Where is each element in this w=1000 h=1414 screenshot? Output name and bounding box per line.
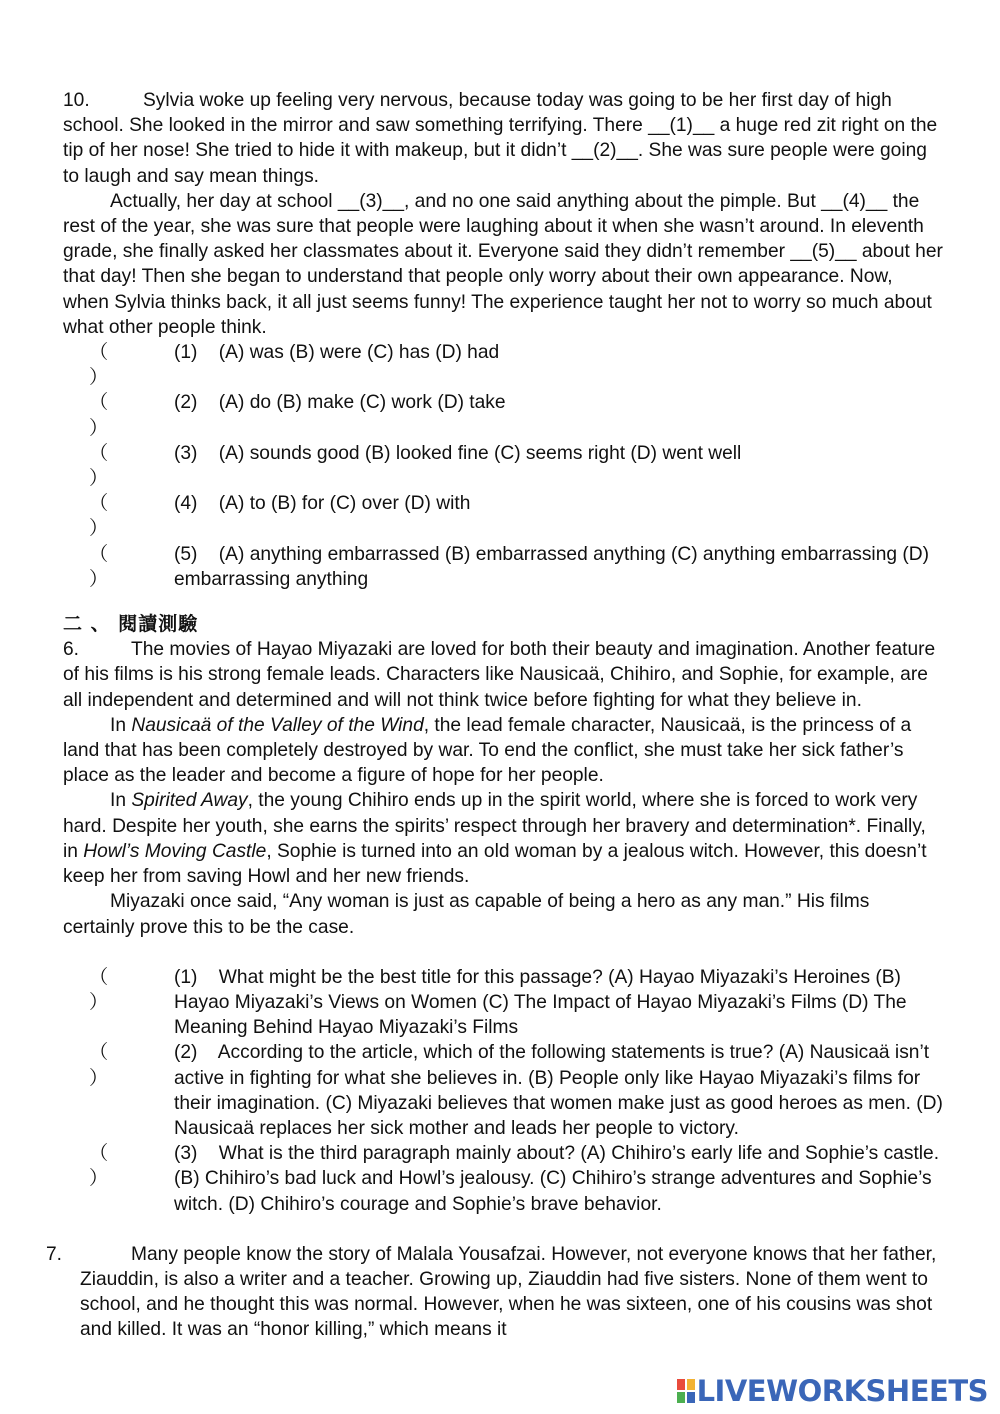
answer-bracket[interactable]: （） (89, 442, 109, 490)
passage-number: 7. (46, 1243, 63, 1265)
question-row (89, 441, 943, 491)
logo-square-blue (687, 1392, 695, 1403)
section-heading: 二 、 閱讀測驗 (63, 613, 199, 636)
question-number: (1) (174, 342, 198, 364)
question-text: What might be the best title for this passage? (A) Hayao Miyazaki’s Heroines (B) Hayao Miyazaki’s Views on Women (C) The Impact of Hayao Miyazaki’s Films (D) The Meaning Behind Hayao Miyazaki’s Films (174, 966, 907, 1039)
question-number: (2) (174, 392, 198, 414)
answer-bracket[interactable]: （） (89, 1042, 109, 1089)
question-row (89, 390, 943, 440)
passage-6-paragraph-4: Miyazaki once said, “Any woman is just as capable of being a hero as any man.” His films certainly prove this to be the case. (63, 891, 870, 938)
question-row (89, 542, 943, 592)
film-title: Howl’s Moving Castle (83, 840, 267, 862)
passage-6-paragraph-2: In Nausicaä of the Valley of the Wind, the lead female character, Nausicaä, is the princess of a land that has been completely destroyed by war. To end the conflict, she must take her sick father’s place as the leader and become a figure of hope for her people. (63, 714, 912, 787)
passage-number: 10. (63, 90, 90, 111)
question-options: (A) to (B) for (C) over (D) with (218, 493, 471, 515)
passage-10-paragraph-2: Actually, her day at school __(3)__, and no one said anything about the pimple. But __(4)__ the rest of the year, she was sure that people were laughing about it when she wasn’t around. In eleventh grade, she finally asked her classmates about it. Everyone said they didn’t remember __(5)__ about her that day! Then she began to understand that people only worry about their own appearance. Now, when Sylvia thinks back, it all just seems funny! The experience taught her not to worry so much about what other people think. (63, 190, 943, 338)
passage-7-paragraph-1: 7. Many people know the story of Malala Yousafzai. However, not everyone knows that her father, Ziauddin, is also a writer and a teacher. Growing up, Ziauddin had five sisters. None of them went to school, and he thought this was normal. However, when he was sixteen, one of his cousins was shot and killed. It was an “honor killing,” which means it (46, 1243, 937, 1341)
question-number: (2) (174, 1042, 198, 1064)
answer-bracket[interactable]: （） (89, 966, 109, 1013)
question-number: (5) (174, 543, 198, 565)
answer-bracket[interactable]: （） (89, 342, 109, 389)
liveworksheets-logo (677, 1374, 988, 1408)
question-row (89, 491, 943, 541)
question-number: (1) (174, 966, 198, 988)
question-options: (A) anything embarrassed (B) embarrassed anything (C) anything embarrassing (D) embarrassing anything (174, 543, 930, 590)
question-number: (3) (174, 442, 198, 464)
question-row (89, 1040, 943, 1141)
brand-name: LIVEWORKSHEETS (696, 1374, 988, 1408)
passage-6-paragraph-1: 6. The movies of Hayao Miyazaki are loved for both their beauty and imagination. Another feature of his films is his strong female leads. Characters like Nausicaä, Chihiro, and Sophie, for example, are all independent and determined and will not think twice before fighting for what they believe in. (63, 639, 936, 711)
question-number: (3) (174, 1143, 198, 1165)
passage-6-questions (89, 965, 943, 1217)
question-text: What is the third paragraph mainly about? (A) Chihiro’s early life and Sophie’s castle. (B) Chihiro’s bad luck and Howl’s jealousy. (C) Chihiro’s strange adventures and Sophie’s witch. (D) Chihiro’s courage and Sophie’s brave behavior. (174, 1143, 940, 1215)
logo-square-green (677, 1392, 685, 1403)
logo-square-yellow (687, 1379, 695, 1390)
passage-10-paragraph-1: 10. Sylvia woke up feeling very nervous, because today was going to be her first day of high school. She looked in the mirror and saw something terrifying. There __(1)__ a huge red zit right on the tip of her nose! She tried to hide it with makeup, but it didn’t __(2)__. She was sure people were going to laugh and say mean things. (63, 90, 938, 187)
passage-10-questions (89, 340, 943, 592)
worksheet-page (46, 88, 943, 1343)
question-number: (4) (174, 493, 198, 515)
question-row (89, 1141, 943, 1217)
question-options: (A) was (B) were (C) has (D) had (218, 342, 500, 364)
film-title: Spirited Away (131, 790, 248, 812)
question-row (89, 965, 943, 1041)
question-text: According to the article, which of the following statements is true? (A) Nausicaä isn’t active in fighting for what she believes in. (B) People only like Hayao Miyazaki’s films for their imagination. (C) Miyazaki believes that women make just as good heroes as men. (D) Nausicaä replaces her sick mother and leads her people to victory. (174, 1042, 943, 1139)
question-options: (A) do (B) make (C) work (D) take (218, 392, 506, 414)
answer-bracket[interactable]: （） (89, 1143, 109, 1190)
question-row (89, 340, 943, 390)
answer-bracket[interactable]: （） (89, 493, 109, 540)
liveworksheets-icon (677, 1379, 695, 1403)
passage-6-paragraph-3: In Spirited Away, the young Chihiro ends up in the spirit world, where she is forced to work very hard. Despite her youth, she earns the spirits’ respect through her bravery and determination*. Finally, in Howl’s Moving Castle, Sophie is turned into an old woman by a jealous witch. However, this doesn’t keep her from saving Howl and her new friends. (63, 790, 927, 888)
answer-bracket[interactable]: （） (89, 543, 109, 590)
logo-square-red (677, 1379, 685, 1390)
question-options: (A) sounds good (B) looked fine (C) seems right (D) went well (218, 442, 742, 464)
answer-bracket[interactable]: （） (89, 392, 109, 439)
passage-number: 6. (63, 639, 80, 661)
film-title: Nausicaä of the Valley of the Wind (131, 714, 424, 736)
